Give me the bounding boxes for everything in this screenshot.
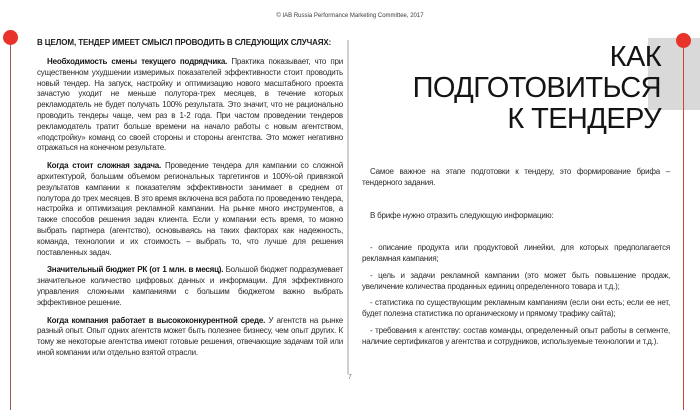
bullet-agency-requirements: - требования к агентству: состав команды, определенный опыт работы в сегменте, наличие сертификатов у агентства и сотрудников, используемые технологии и т.д.). bbox=[362, 325, 670, 346]
slide-title bbox=[413, 42, 661, 135]
paragraph-body: Большой бюджет подразумевает значительное количество цифровых данных и информации. Для эффективного управления сложными кампаниями с большим бюджетом важно выбрать эффективное решение. bbox=[37, 265, 343, 307]
right-column bbox=[362, 166, 670, 347]
paragraph-body: У агентств на рынке разный опыт. Опыт одних агентств может быть полезнее бизнесу, чем опыт других. К тому же некоторые агентства имеют готовые решения, отвечающие задачам той или иной компании или отдельно взятой отрасли. bbox=[37, 315, 344, 357]
red-line-left bbox=[10, 44, 11, 410]
bullet-campaign-goals: - цель и задачи рекламной кампании (это может быть повышение продаж, увеличение количества проданных единиц определенного товара и т.д.); bbox=[362, 270, 670, 291]
bullet-product-description: - описание продукта или продуктовой линейки, для которых предполагается рекламная кампания; bbox=[362, 243, 670, 263]
paragraph-change-contractor bbox=[37, 57, 343, 154]
copyright-text: © IAB Russia Performance Marketing Committee, 2017 bbox=[276, 13, 424, 19]
paragraph-big-budget bbox=[37, 265, 343, 308]
bullet-statistics: - статистика по существующим рекламным кампаниям (если они есть; если ее нет, будет полезна статистика по органическому и прямому трафику сайта); bbox=[362, 298, 670, 318]
red-pin-left-icon bbox=[3, 30, 18, 45]
slide-title-line: ПОДГОТОВИТЬСЯ bbox=[412, 72, 661, 104]
slide-title-line: К ТЕНДЕРУ bbox=[507, 103, 661, 135]
left-column-heading: В ЦЕЛОМ, ТЕНДЕР ИМЕЕТ СМЫСЛ ПРОВОДИТЬ В СЛЕДУЮЩИХ СЛУЧАЯХ: bbox=[37, 38, 332, 47]
paragraph-lead: Значительный бюджет РК (от 1 млн. в месяц). bbox=[47, 265, 224, 275]
paragraph-competitive-environment bbox=[37, 316, 343, 359]
slide-title-line: КАК bbox=[609, 41, 661, 73]
brief-bullet-list bbox=[362, 242, 670, 347]
paragraph-body: Проведение тендера для кампании со сложной архитектурой, большим объемом региональных таргетингов и 100%-ой привязкой результатов кампании к показателям эффективности занимает в среднем от полутора до трех месяцев. В это время включена вся работа по проведению тендера, настройка и оптимизация рекламной кампании. На рынке много инструментов, а также способов решения задач клиента. Если у компании есть время, то можно выбрать партнера (агентство), основываясь на таких факторах как надежность, команда, технологии и их стоимость – выбрать то, что лучше для решения поставленных задач. bbox=[37, 161, 343, 257]
left-column bbox=[37, 38, 343, 359]
paragraph-complex-task bbox=[37, 161, 343, 258]
paragraph-lead: Необходимость смены текущего подрядчика. bbox=[47, 57, 228, 66]
brief-intro: Самое важное на этапе подготовки к тендеру, это формирование брифа – тендерного задания. bbox=[362, 167, 670, 187]
red-pin-right-icon bbox=[676, 33, 691, 48]
paragraph-body: Практика показывает, что при существенном ухудшении измеримых показателей эффективности стоит проводить новый тендер. На запуск, настройку и оптимизацию нового масштабного проекта зачастую уходит не меньше полутора-трех месяцев, в течение которых рекламодатель не будет получать 100% результата. Это значит, что не рационально проводить тендеры чаще, чем раз в 1-2 года. При частом проведении тендеров рекламодатель тратит больше времени на начало работы с новым агентством, «подстройку» команд со своей стороны и стороны агентства. Это может негативно отражаться на конечном результате. bbox=[37, 57, 343, 153]
column-divider bbox=[347, 40, 349, 374]
page-number: 7 bbox=[348, 374, 352, 381]
paragraph-lead: Когда компания работает в высококонкурентной среде. bbox=[47, 315, 266, 325]
brief-label: В брифе нужно отразить следующую информацию: bbox=[370, 211, 554, 220]
red-line-right bbox=[683, 47, 684, 410]
paragraph-lead: Когда стоит сложная задача. bbox=[47, 161, 162, 171]
